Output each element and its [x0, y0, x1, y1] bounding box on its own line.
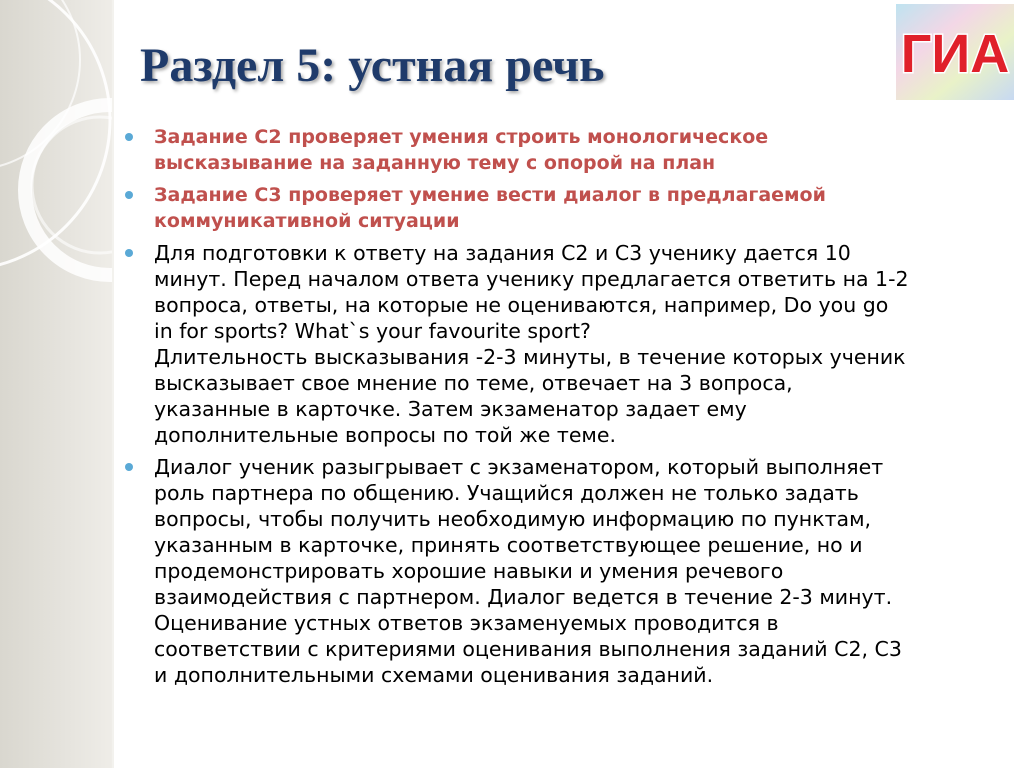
bullet-line: роль партнера по общению. Учащийся должен не только задать: [154, 481, 859, 505]
bullet-line: Задание С3 проверяет умение вести диалог в предлагаемой: [154, 184, 826, 206]
bullet-line: продемонстрировать хорошие навыки и умения речевого: [154, 559, 784, 583]
bullet-line: in for sports? What`s your favourite sport?: [154, 319, 591, 343]
bullet-line: высказывает свое мнение по теме, отвечает на 3 вопроса,: [154, 371, 793, 395]
bullet-line: соответствии с критериями оценивания выполнения заданий С2, С3: [154, 637, 902, 661]
bullet-line: и дополнительными схемами оценивания заданий.: [154, 663, 714, 687]
bullet-line: взаимодействия с партнером. Диалог ведется в течение 2-3 минут.: [154, 585, 893, 609]
bullet-line: Для подготовки к ответу на задания С2 и С3 ученику дается 10: [154, 241, 851, 265]
bullet-line: дополнительные вопросы по той же теме.: [154, 423, 617, 447]
bullet-dot-icon: [125, 191, 133, 199]
bullet-line: Задание С2 проверяет умения строить монологическое: [154, 126, 769, 148]
bullet-line: коммуникативной ситуации: [154, 210, 460, 232]
bullet-list: [118, 124, 998, 694]
bullet-line: Оценивание устных ответов экзаменуемых проводится в: [154, 611, 779, 635]
decorative-side-panel: [0, 0, 113, 768]
bullet-item: [118, 182, 998, 234]
bullet-item: [118, 240, 998, 448]
bullet-line: вопросы, чтобы получить необходимую информацию по пунктам,: [154, 507, 872, 531]
logo-text: ГИА: [900, 24, 1010, 84]
bullet-line: высказывание на заданную тему с опорой на план: [154, 152, 716, 174]
bullet-dot-icon: [125, 249, 133, 257]
bullet-line: минут. Перед началом ответа ученику предлагается ответить на 1-2: [154, 267, 909, 291]
decorative-circles: [0, 0, 113, 768]
slide-title: Раздел 5: устная речь: [140, 39, 605, 92]
bullet-item: [118, 124, 998, 176]
panel-divider: [112, 0, 114, 768]
bullet-dot-icon: [125, 133, 133, 141]
bullet-line: Длительность высказывания -2-3 минуты, в течение которых ученик: [154, 345, 906, 369]
bullet-dot-icon: [125, 463, 133, 471]
bullet-line: указанным в карточке, принять соответствующее решение, но и: [154, 533, 863, 557]
bullet-line: указанные в карточке. Затем экзаменатор задает ему: [154, 397, 747, 421]
bullet-line: вопроса, ответы, на которые не оцениваются, например, Do you go: [154, 293, 889, 317]
bullet-line: Диалог ученик разыгрывает с экзаменатором, который выполняет: [154, 455, 884, 479]
bullet-item: [118, 454, 998, 688]
gia-logo: [896, 4, 1014, 100]
